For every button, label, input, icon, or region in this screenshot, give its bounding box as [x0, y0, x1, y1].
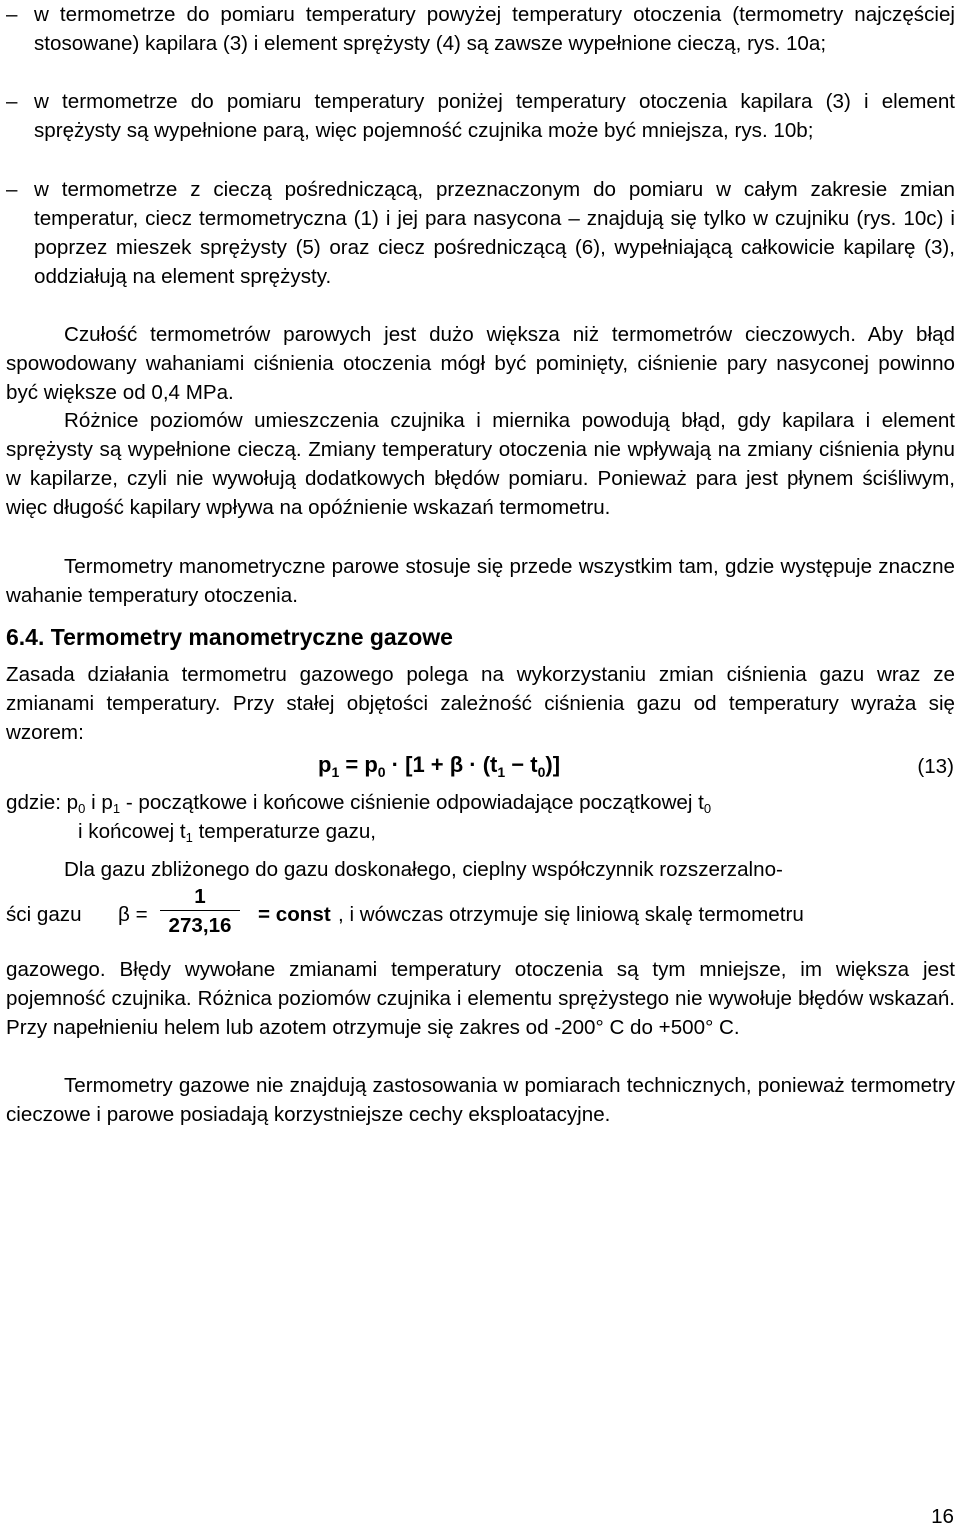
bullet-marker: –	[6, 178, 18, 201]
bullet-marker: –	[6, 3, 18, 26]
paragraph-gas-start: Dla gazu zbliżonego do gazu doskonałego, cieplny współczynnik rozszerzalno-	[64, 858, 783, 881]
section-heading: 6.4. Termometry manometryczne gazowe	[6, 624, 453, 650]
paragraph-final: Termometry gazowe nie znajdują zastosowania w pomiarach technicznych, ponieważ termometry cieczowe i parowe posiadają korzystniejsze cechy eksploatacyjne.	[6, 1074, 955, 1126]
bullet-item-3: w termometrze z cieczą pośredniczącą, przeznaczonym do pomiaru w całym zakresie zmian temperatur, ciecz termometryczna (1) i jej para nasycona – znajdują się tylko w czujniku (rys. 10c) i poprzez mieszek sprężysty (5) oraz ciecz pośredniczącą (6), wypełniającą całkowicie kapilarę (3), oddziałują na element sprężysty.	[34, 178, 955, 288]
beta-symbol: β =	[118, 903, 148, 926]
paragraph-gas-principle: Zasada działania termometru gazowego polega na wykorzystaniu zmian ciśnienia gazu wraz ze zmianami temperatury. Przy stałej objętości zależność ciśnienia gazu od temperatury wyraża się wzorem:	[6, 663, 955, 744]
formula-13: $p_1 = p_0 \cdot [1 + \beta \cdot (t_1 - t_0)]$	[318, 752, 561, 780]
bullet-item-2: w termometrze do pomiaru temperatury poniżej temperatury otoczenia kapilara (3) i element sprężysty są wypełnione parą, więc pojemność czujnika może być mniejsza, rys. 10b;	[34, 90, 955, 142]
paragraph-gas-rest: gazowego. Błędy wywołane zmianami temperatury otoczenia są tym mniejsze, im większa jest pojemność czujnika. Różnica poziomów czujnika i elementu sprężystego nie wywołuje błędów wskazań. Przy napełnieniu helem lub azotem otrzymuje się zakres od -200° C do +500° C.	[6, 958, 955, 1039]
paragraph-level-differences: Różnice poziomów umieszczenia czujnika i miernika powodują błąd, gdy kapilara i element sprężysty są wypełnione cieczą. Zmiany temperatury otoczenia nie wpływają na zmiany ciśnienia płynu w kapilarze, czyli nie wywołują dodatkowych błędów pomiaru. Ponieważ para jest płynem ściśliwym, więc długość kapilary wpływa na opóźnienie wskazań termometru.	[6, 409, 955, 519]
beta-line	[6, 900, 955, 929]
formula-legend-line-1: gdzie: $p_0$ i $p_1$ - początkowe i końcowe ciśnienie odpowiadające początkowej $t_0$	[6, 791, 712, 816]
fraction-numerator: 1	[160, 884, 240, 911]
beta-line-left: ści gazu	[6, 903, 82, 926]
paragraph-vapour-use: Termometry manometryczne parowe stosuje się przede wszystkim tam, gdzie występuje znaczne wahanie temperatury otoczenia.	[6, 555, 955, 607]
beta-fraction	[160, 884, 240, 941]
paragraph-sensitivity: Czułość termometrów parowych jest dużo większa niż termometrów cieczowych. Aby błąd spowodowany wahaniami ciśnienia otoczenia mógł być pominięty, ciśnienie pary nasyconej powinno być większe od 0,4 MPa.	[6, 323, 955, 404]
const-term: = const	[258, 903, 331, 926]
formula-legend-line-2: i końcowej $t_1$ temperaturze gazu,	[78, 820, 376, 845]
fraction-denominator: 273,16	[168, 914, 232, 937]
bullet-marker: –	[6, 90, 18, 113]
equation-number: (13)	[917, 755, 954, 778]
bullet-item-1: w termometrze do pomiaru temperatury powyżej temperatury otoczenia (termometry najczęściej stosowane) kapilara (3) i element sprężysty (4) są zawsze wypełnione cieczą, rys. 10a;	[34, 3, 955, 55]
beta-line-right: , i wówczas otrzymuje się liniową skalę termometru	[338, 903, 804, 926]
page-number: 16	[931, 1505, 954, 1528]
